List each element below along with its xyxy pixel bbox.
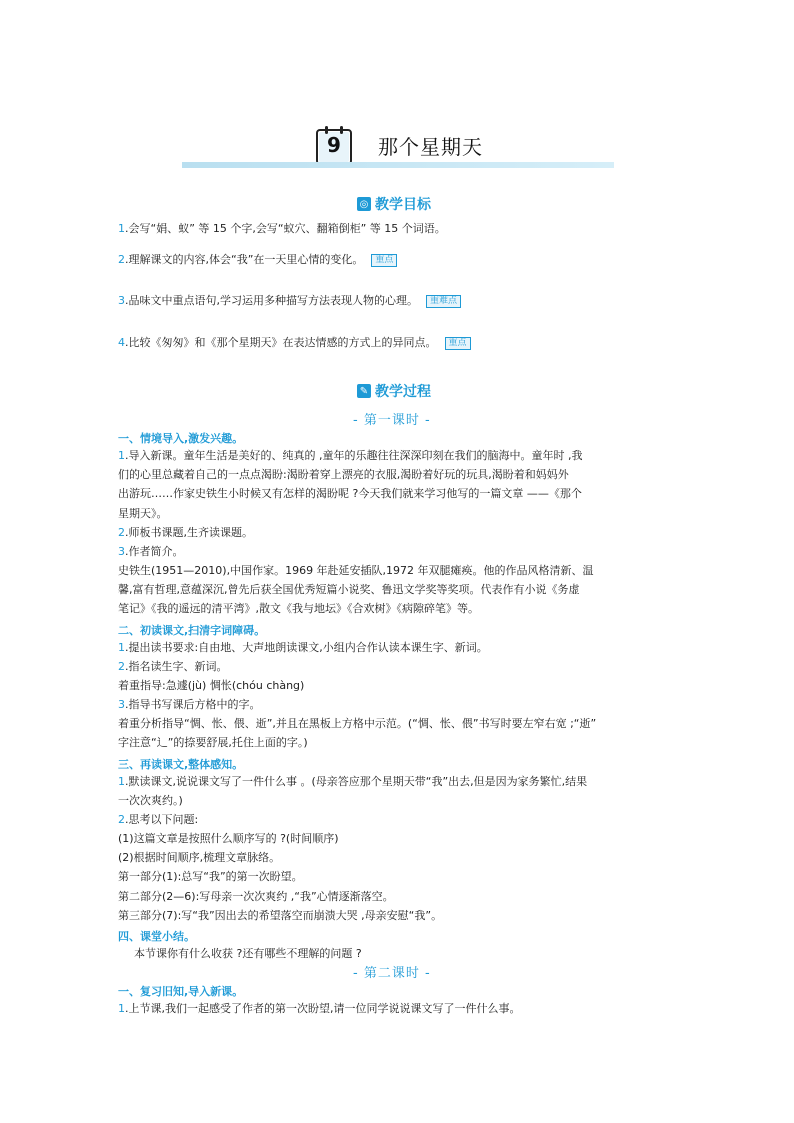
text-line (118, 679, 304, 693)
item-number: 1 (118, 1002, 125, 1015)
goals-heading-text: 教学目标 (375, 197, 431, 213)
lesson-number: 9 (327, 133, 341, 157)
session-two-label: - 第二课时 - (353, 966, 431, 981)
item-number: 3 (118, 698, 125, 711)
goal-item (118, 336, 471, 350)
line-text: 馨,富有哲理,意蕴深沉,曾先后获全国优秀短篇小说奖、鲁迅文学奖等奖项。代表作有小说《务虚 (118, 583, 580, 596)
subsection-heading: 一、复习旧知,导入新课。 (118, 985, 244, 998)
subsection-heading: 三、再读课文,整体感知。 (118, 758, 244, 771)
text-line (118, 602, 479, 616)
line-text: .师板书课题,生齐读课题。 (125, 526, 253, 539)
item-number: 2 (118, 813, 125, 826)
text-line (134, 947, 362, 961)
line-text: 史铁生(1951—2010),中国作家。1969 年赴延安插队,1972 年双腿瘫痪。他的作品风格清新、温 (118, 564, 594, 577)
goal-text: .品味文中重点语句,学习运用多种描写方法表现人物的心理。 (125, 294, 418, 307)
text-line (118, 717, 596, 731)
text-line (118, 545, 184, 559)
text-line (118, 870, 303, 884)
text-line (118, 794, 183, 808)
line-text: 第二部分(2—6):写母亲一次次爽约 ,“我”心情逐渐落空。 (118, 890, 394, 903)
text-line (118, 813, 198, 827)
line-text: .指导书写课后方格中的字。 (125, 698, 261, 711)
text-line (118, 832, 339, 846)
line-text: 着重指导:急遽(jù) 惆怅(chóu chàng) (118, 679, 305, 692)
line-text: .作者简介。 (125, 545, 184, 558)
text-line (118, 890, 394, 904)
focus-badge: 重点 (371, 254, 397, 267)
pen-icon: ✎ (357, 384, 371, 398)
text-line (118, 851, 280, 865)
line-text: 一次次爽约。) (118, 794, 183, 807)
line-text: .导入新课。童年生活是美好的、纯真的 ,童年的乐趣往往深深印刻在我们的脑海中。童年时 ,我 (125, 449, 583, 462)
line-text: 星期天》。 (118, 507, 168, 520)
line-text: 字注意“辶”的捺要舒展,托住上面的字。) (118, 736, 308, 749)
line-text: 第一部分(1):总写“我”的第一次盼望。 (118, 870, 303, 883)
line-text: .默读课文,说说课文写了一件什么事 。(母亲答应那个星期天带“我”出去,但是因为家务繁忙,结果 (125, 775, 588, 788)
line-text: (2)根据时间顺序,梳理文章脉络。 (118, 851, 281, 864)
goal-text: .会写“娟、蚁” 等 15 个字,会写“蚁穴、翻箱倒柜” 等 15 个词语。 (125, 222, 446, 235)
subsection-heading: 二、初读课文,扫清字词障碍。 (118, 624, 266, 637)
item-number: 2 (118, 253, 125, 266)
line-text: (1)这篇文章是按照什么顺序写的 ?(时间顺序) (118, 832, 339, 845)
text-line (118, 487, 582, 501)
item-number: 1 (118, 641, 125, 654)
line-text: .指名读生字、新词。 (125, 660, 228, 673)
item-number: 2 (118, 526, 125, 539)
process-heading-text: 教学过程 (375, 384, 431, 400)
subsection-heading: 一、情境导入,激发兴趣。 (118, 432, 244, 445)
target-icon: ◎ (357, 197, 371, 211)
text-line (118, 660, 228, 674)
line-text: .上节课,我们一起感受了作者的第一次盼望,请一位同学说说课文写了一件什么事。 (125, 1002, 521, 1015)
line-text: .思考以下问题: (125, 813, 199, 826)
goal-text: .理解课文的内容,体会“我”在一天里心情的变化。 (125, 253, 364, 266)
item-number: 3 (118, 294, 125, 307)
item-number: 3 (118, 545, 125, 558)
subsection-heading: 四、课堂小结。 (118, 930, 195, 943)
line-text: .提出读书要求:自由地、大声地朗读课文,小组内合作认读本课生字、新词。 (125, 641, 488, 654)
text-line (118, 468, 569, 482)
text-line (118, 909, 442, 923)
text-line (118, 449, 582, 463)
text-line (118, 507, 168, 521)
item-number: 1 (118, 775, 125, 788)
text-line (118, 1002, 521, 1016)
text-line (118, 526, 253, 540)
line-text: 本节课你有什么收获 ?还有哪些不理解的问题 ? (134, 947, 362, 960)
title-underline (182, 162, 614, 168)
goal-item (118, 294, 461, 308)
goal-text: .比较《匆匆》和《那个星期天》在表达情感的方式上的异同点。 (125, 336, 437, 349)
process-heading (357, 381, 431, 401)
item-number: 4 (118, 336, 125, 349)
line-text: 着重分析指导“惆、怅、偎、逝”,并且在黑板上方格中示范。(“惆、怅、偎”书写时要左窄右宽 ;“逝” (118, 717, 597, 730)
line-text: 们的心里总藏着自己的一点点渴盼:渴盼着穿上漂亮的衣服,渴盼着好玩的玩具,渴盼着和妈妈外 (118, 468, 569, 481)
text-line (118, 698, 261, 712)
line-text: 第三部分(7):写“我”因出去的希望落空而崩溃大哭 ,母亲安慰“我”。 (118, 909, 443, 922)
line-text: 笔记》《我的遥远的清平湾》,散文《我与地坛》《合欢树》《病隙碎笔》等。 (118, 602, 479, 615)
text-line (118, 641, 488, 655)
focus-badge: 重难点 (426, 295, 461, 308)
session-one-label: - 第一课时 - (353, 413, 431, 428)
goal-item (118, 253, 397, 267)
text-line (118, 583, 580, 597)
page-title: 那个星期天 (378, 135, 483, 159)
text-line (118, 564, 594, 578)
text-line (118, 775, 587, 789)
goals-heading (357, 194, 431, 214)
focus-badge: 重点 (445, 337, 471, 350)
goal-item (118, 222, 446, 236)
line-text: 出游玩……作家史铁生小时候又有怎样的渴盼呢 ?今天我们就来学习他写的一篇文章 ——《那个 (118, 487, 582, 500)
item-number: 2 (118, 660, 125, 673)
lesson-number-icon (314, 125, 354, 167)
item-number: 1 (118, 449, 125, 462)
text-line (118, 736, 308, 750)
item-number: 1 (118, 222, 125, 235)
